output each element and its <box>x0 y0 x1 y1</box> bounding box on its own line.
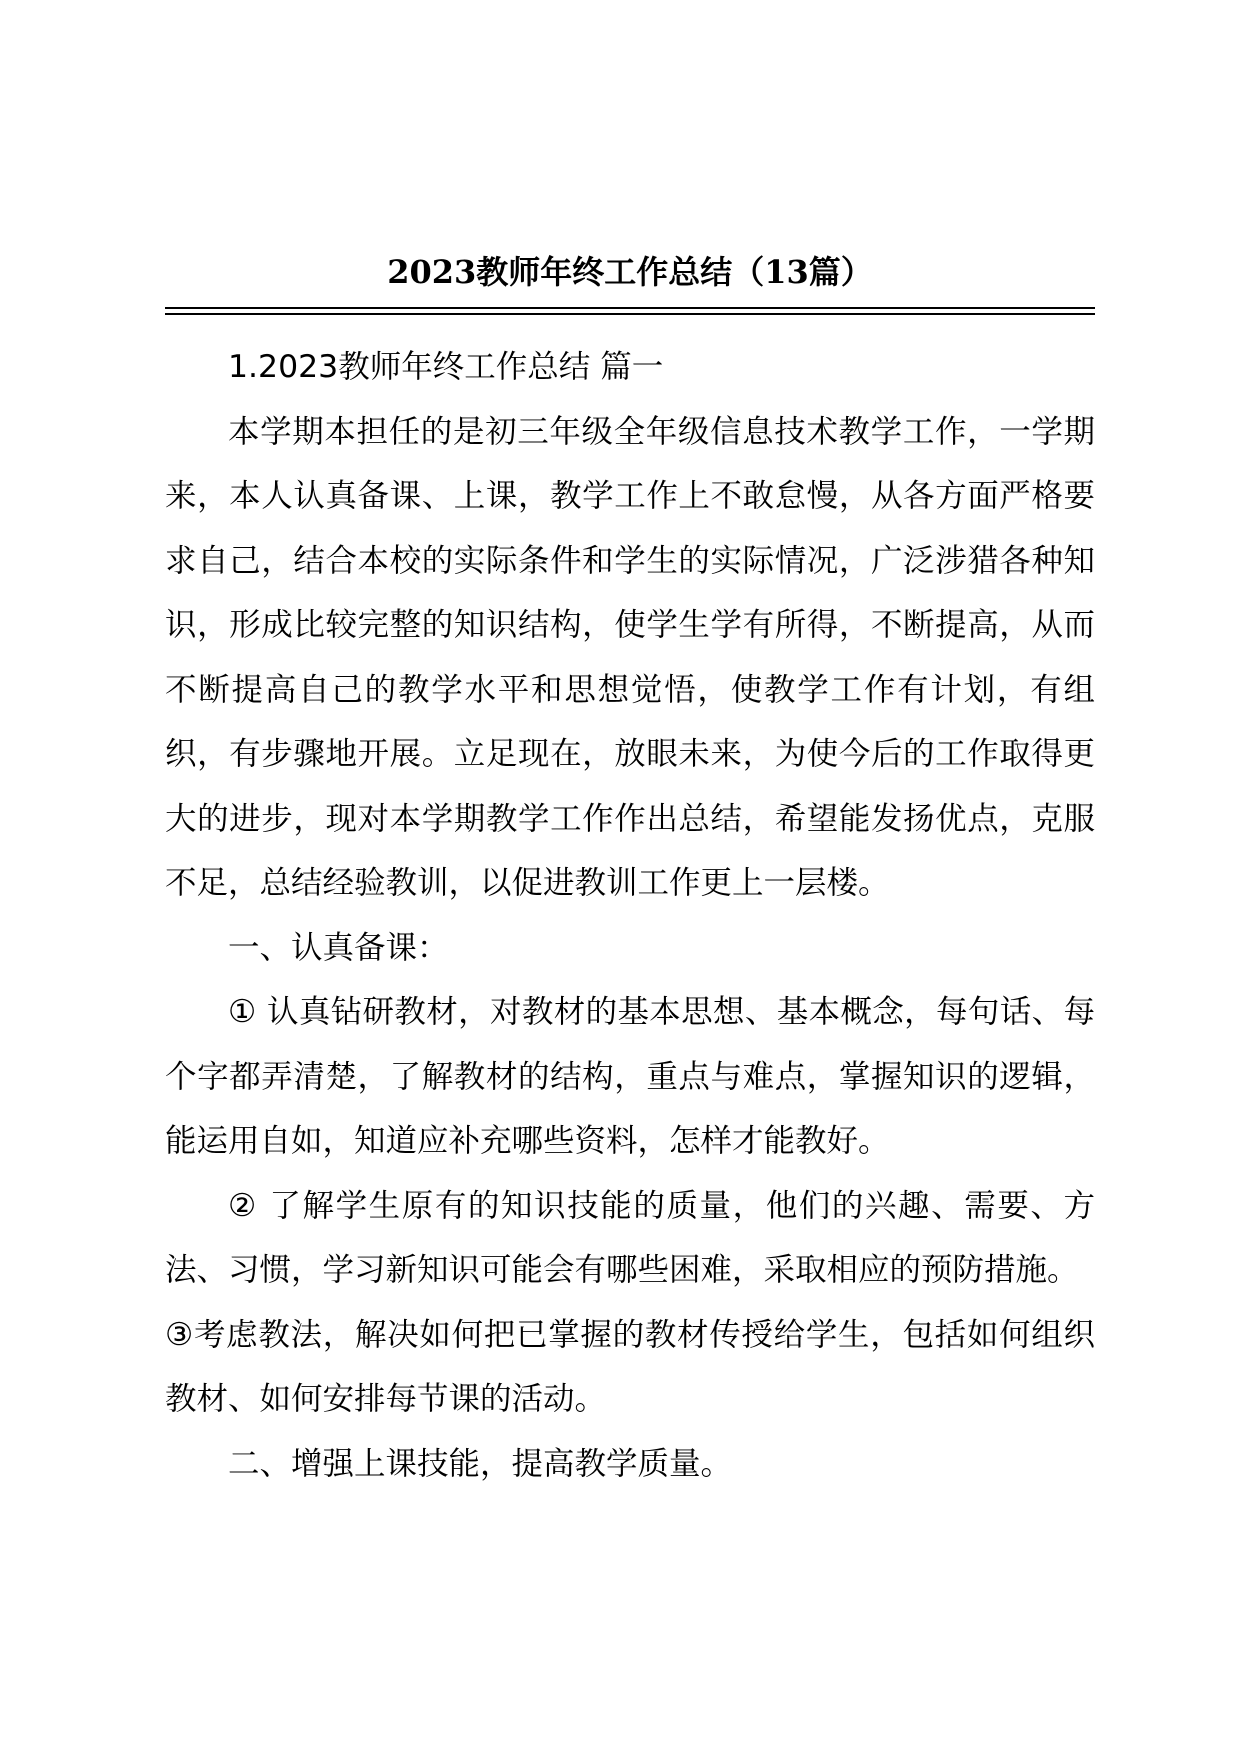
intro-paragraph: 本学期本担任的是初三年级全年级信息技术教学工作，一学期来，本人认真备课、上课，教学工作上不敢怠慢，从各方面严格要求自己，结合本校的实际条件和学生的实际情况，广泛涉猎各种知识，形成比较完整的知识结构，使学生学有所得，不断提高，从而不断提高自己的教学水平和思想觉悟，使教学工作有计划，有组织，有步骤地开展。立足现在，放眼未来，为使今后的工作取得更大的进步，现对本学期教学工作作出总结，希望能发扬优点，克服不足，总结经验教训，以促进教训工作更上一层楼。 <box>165 413 1095 901</box>
document-body <box>165 335 1095 1496</box>
list-item-2: ② 了解学生原有的知识技能的质量，他们的兴趣、需要、方法、习惯，学习新知识可能会有哪些困难，采取相应的预防措施。 <box>165 1187 1095 1288</box>
title-rule-bottom <box>165 313 1095 315</box>
section-heading: 1.2023教师年终工作总结 篇一 <box>228 349 664 385</box>
list-item-3: ③考虑教法，解决如何把已掌握的教材传授给学生，包括如何组织教材、如何安排每节课的活动。 <box>165 1316 1095 1417</box>
title-rule-top <box>165 307 1095 309</box>
subheading-prepare-lessons: 一、认真备课： <box>228 929 449 966</box>
subheading-teaching-skills: 二、增强上课技能，提高教学质量。 <box>228 1445 733 1482</box>
document-title: 2023教师年终工作总结（13篇） <box>387 253 873 291</box>
list-item-1: ① 认真钻研教材，对教材的基本思想、基本概念，每句话、每个字都弄清楚，了解教材的结构，重点与难点，掌握知识的逻辑，能运用自如，知道应补充哪些资料，怎样才能教好。 <box>165 994 1095 1159</box>
